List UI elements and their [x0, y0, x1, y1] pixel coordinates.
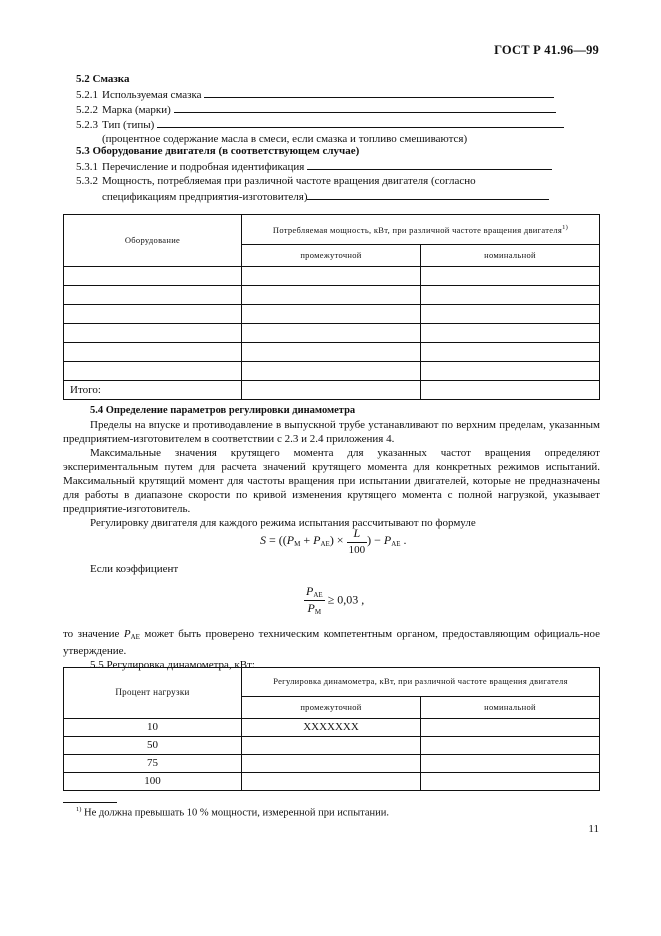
paragraph-block	[63, 562, 600, 576]
table-row	[64, 305, 600, 324]
note: (процентное содержание масла в смеси, если смазка и топливо смешиваются)	[102, 133, 468, 145]
field-line: 5.2.1 Используемая смазка	[76, 87, 598, 102]
field-line: спецификациям предприятия-изготовителя)	[76, 189, 598, 204]
page-number: 11	[588, 823, 599, 835]
equipment-power-table	[63, 214, 600, 400]
paragraph: Если коэффициент	[90, 563, 179, 575]
total-row: Итого:	[64, 381, 600, 400]
blank-field	[307, 189, 549, 200]
field-line: 5.3.1 Перечисление и подробная идентификация	[76, 159, 598, 174]
paragraph: Пределы на впуске и противодавление в выпускной трубе устанавливают по верхним пределам, указанным предприятием-изготовителем в соответствии с 2.3 и 2.4 приложения 4.	[63, 419, 600, 445]
formula-coefficient: $\frac{P_{AE}}{P_M}$ ≥ 0,03 ,	[306, 584, 365, 617]
footnote-rule	[63, 802, 117, 803]
table-row: 50	[64, 737, 600, 755]
field-line: 5.3.2 Мощность, потребляемая при различной частоте вращения двигателя (согласно	[76, 175, 476, 187]
column-header: промежуточной	[242, 697, 421, 719]
paragraph: то значение $P_{AE}$ может быть проверено техническим компетентным органом, предоставляющим официаль-ное утверждение.	[63, 628, 600, 657]
table-row	[64, 286, 600, 305]
column-header: номинальной	[421, 697, 600, 719]
column-header: номинальной	[421, 245, 600, 267]
table-row	[64, 362, 600, 381]
section-5-2	[76, 72, 598, 147]
column-header: Процент нагрузки	[64, 668, 242, 719]
blank-field	[307, 159, 552, 170]
field-line: 5.2.2 Марка (марки)	[76, 102, 598, 117]
section-title: 5.3 Оборудование двигателя (в соответствующем случае)	[76, 145, 360, 157]
formula-adjustment: $S = ((P_M + P_{AE})$ × $\frac{L}{100}$ ) − $P_{AE}$ .	[260, 526, 407, 556]
section-5-4	[63, 404, 600, 530]
column-header: промежуточной	[242, 245, 421, 267]
column-header: Оборудование	[64, 215, 242, 267]
document-header: ГОСТ Р 41.96—99	[494, 43, 599, 57]
table-row	[64, 343, 600, 362]
paragraph-block	[63, 627, 600, 672]
footnote: $^{1)}$ Не должна превышать 10 % мощности, измеренной при испытании.	[76, 806, 390, 819]
group-header: Потребляемая мощность, кВт, при различной частоте вращения двигателя$^{1)}$	[242, 215, 600, 245]
table-row: 10 XXXXXXX	[64, 719, 600, 737]
section-title: 5.2 Смазка	[76, 73, 130, 85]
blank-field	[204, 87, 554, 98]
paragraph: Регулировку двигателя для каждого режима испытания рассчитывают по формуле	[90, 517, 476, 529]
blank-field	[157, 117, 564, 128]
dynamometer-table	[63, 667, 600, 791]
group-header: Регулировка динамометра, кВт, при различной частоте вращения двигателя	[242, 668, 600, 697]
field-line: 5.2.3 Тип (типы)	[76, 117, 598, 132]
table-row: 75	[64, 755, 600, 773]
blank-field	[174, 102, 556, 113]
paragraph: 5.5 Регулировка динамометра, кВт:	[90, 659, 255, 671]
table-row	[64, 267, 600, 286]
table-row	[64, 324, 600, 343]
section-5-3	[76, 144, 598, 204]
table-row: 100	[64, 773, 600, 791]
paragraph: Максимальные значения крутящего момента для указанных частот вращения определяют экспериментальным путем для расчета значений крутящего момента для конкретных режимов испытаний. Максимальный крутящий момент для частоты вращения при испытании двигателей, которые не предназначены для работы в диапазоне скорости по кривой изменения крутящего момента с полной нагрузкой, указывает предприятие-изготовитель.	[63, 447, 600, 515]
section-title: 5.4 Определение параметров регулировки динамометра	[90, 405, 356, 416]
